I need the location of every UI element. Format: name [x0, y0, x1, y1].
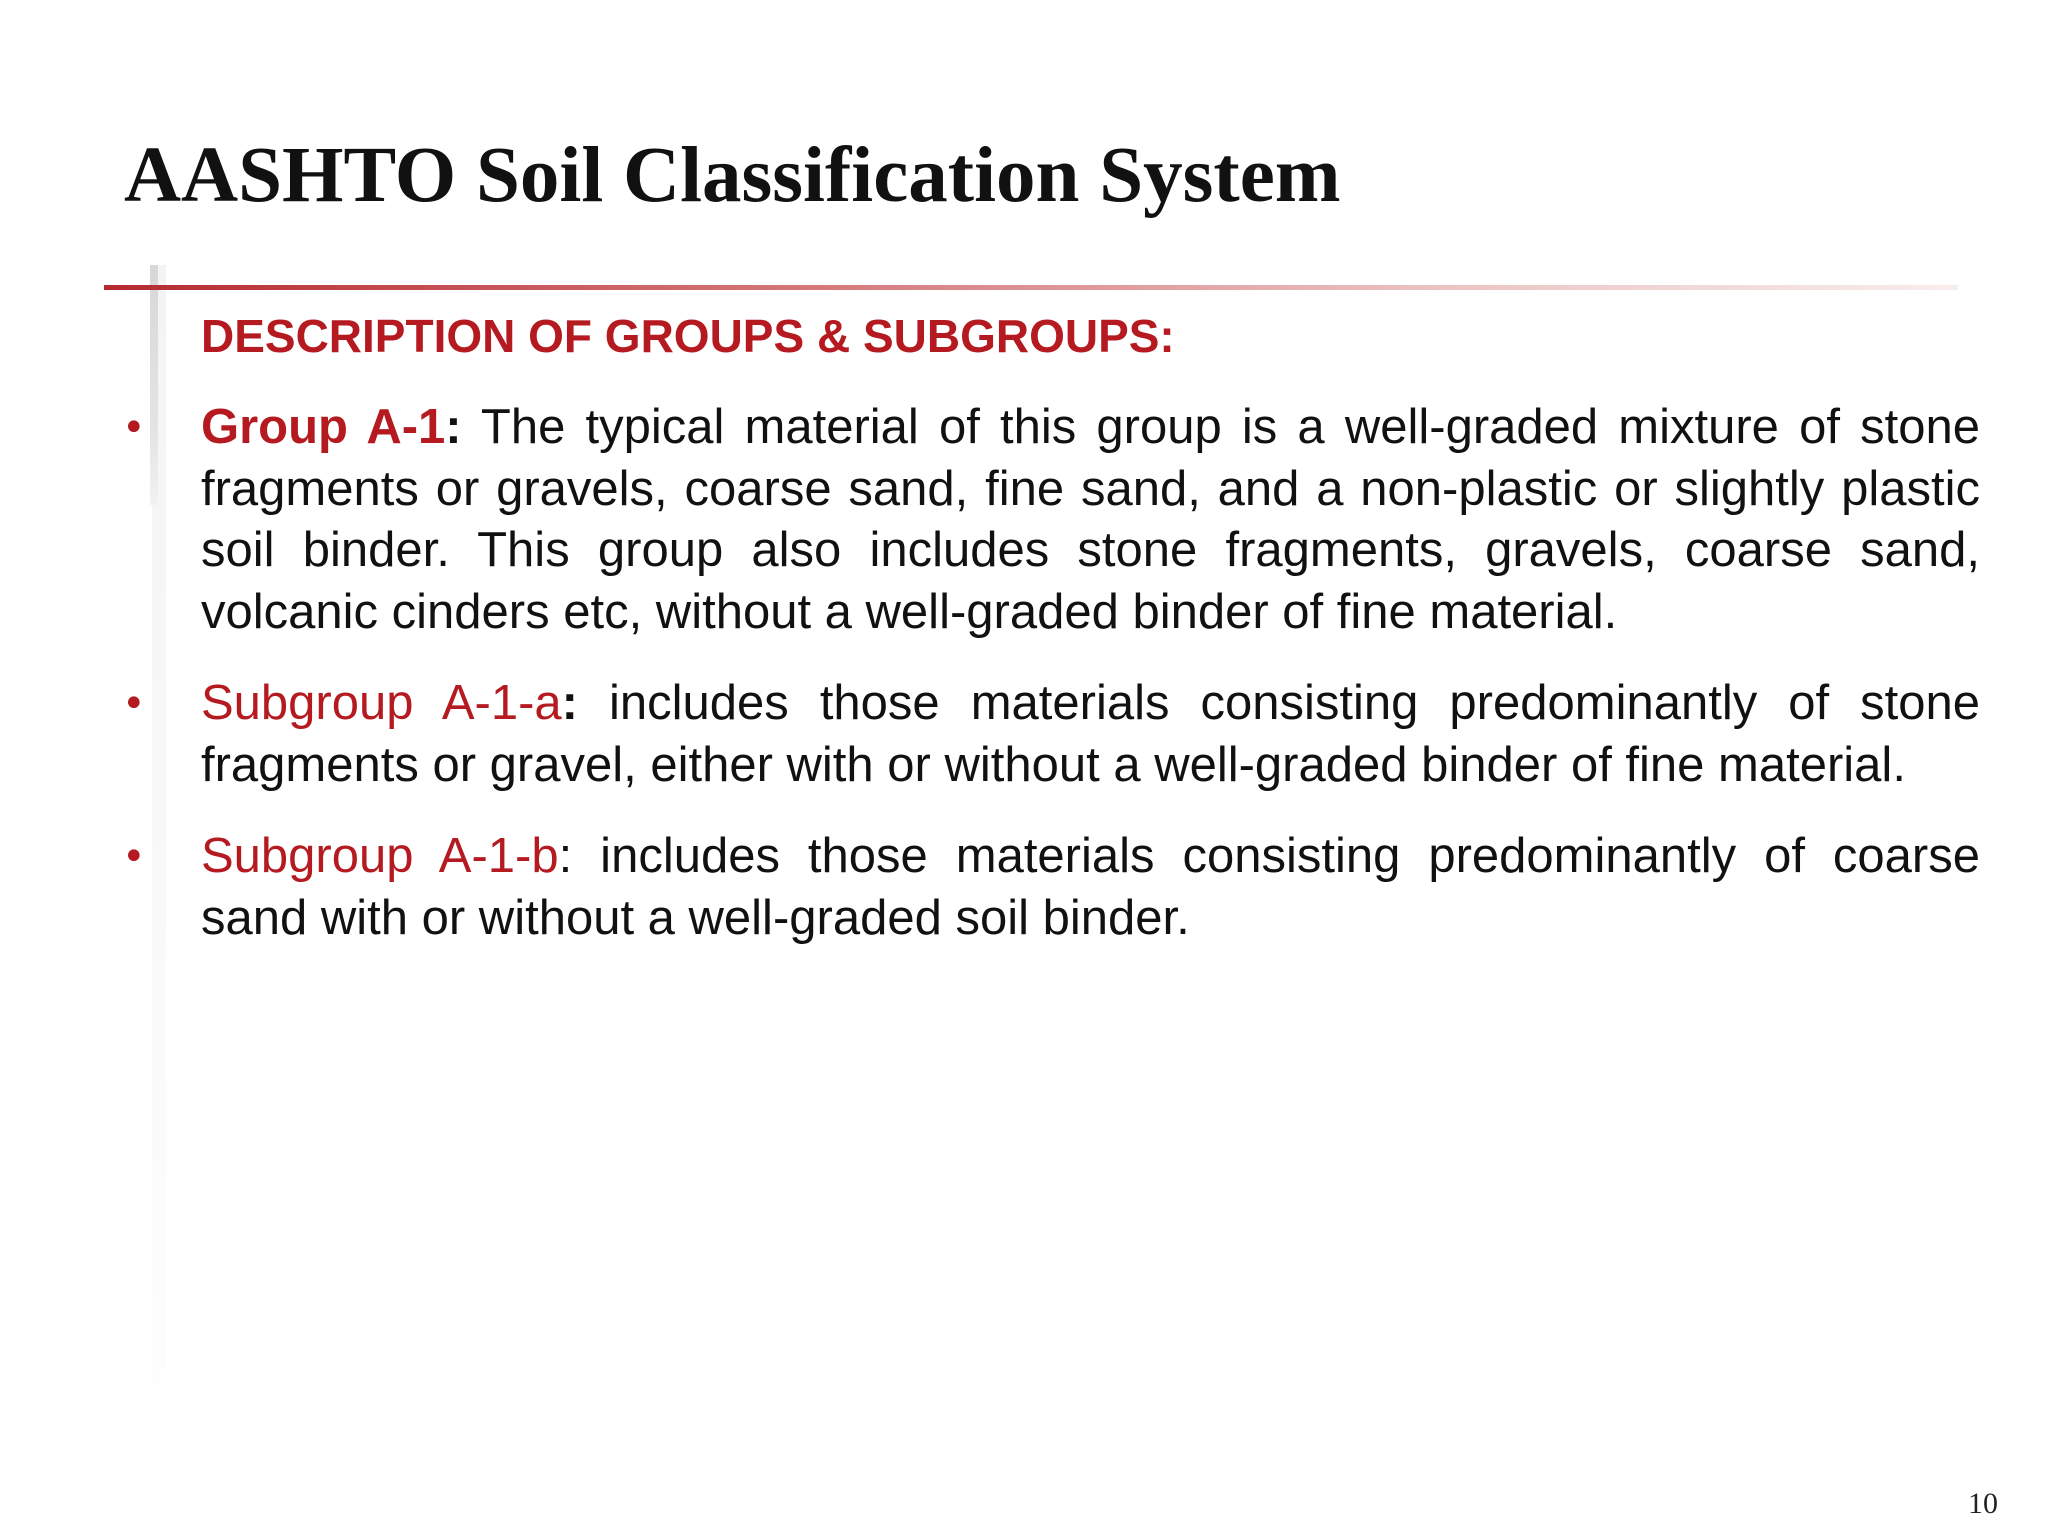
bullet-dot-icon: •: [122, 681, 146, 727]
bullet-description: includes those materials consisting predominantly of coarse sand with or without a well-graded soil binder.: [201, 829, 1980, 945]
bullet-dot-icon: •: [122, 405, 146, 451]
bullet-group-a1: [116, 397, 1980, 643]
bullet-term: Subgroup A-1-a: [201, 676, 562, 730]
bullet-dot-icon: •: [122, 834, 146, 880]
page-number: 10: [1968, 1487, 1998, 1520]
bullet-separator: :: [445, 400, 462, 454]
bullet-text: [201, 673, 1980, 796]
bullet-separator: :: [558, 829, 573, 883]
bullet-term: Group A-1: [201, 400, 446, 454]
bullet-text: [201, 826, 1980, 949]
title-underline-rule: [104, 285, 1958, 290]
bullet-subgroup-a1b: [116, 826, 1980, 949]
bullet-term: Subgroup A-1-b: [201, 829, 559, 883]
slide-content: [116, 305, 1980, 949]
bullet-text: [201, 397, 1980, 643]
section-heading: DESCRIPTION OF GROUPS & SUBGROUPS:: [201, 310, 1175, 362]
slide-title: AASHTO Soil Classification System: [124, 132, 1341, 219]
bullet-description: includes those materials consisting predominantly of stone fragments or gravel, either with or without a well-graded binder of fine material.: [201, 676, 1980, 792]
bullet-separator: :: [561, 676, 578, 730]
bullet-subgroup-a1a: [116, 673, 1980, 796]
bullet-description: The typical material of this group is a well-graded mixture of stone fragments or gravels, coarse sand, fine sand, and a non-plastic or slightly plastic soil binder. This group also includes stone fragments, gravels, coarse sand, volcanic cinders etc, without a well-graded binder of fine material.: [201, 400, 1980, 639]
